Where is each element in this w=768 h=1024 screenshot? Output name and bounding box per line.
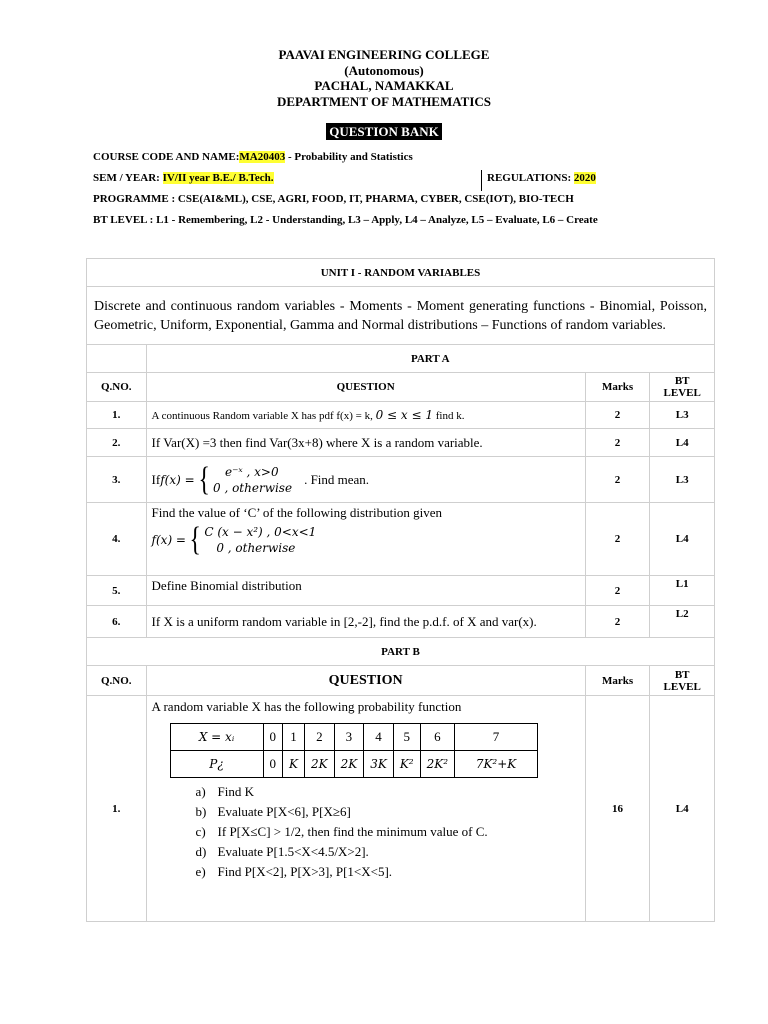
marks-header: Marks xyxy=(585,666,650,696)
course-name: - Probability and Statistics xyxy=(285,151,413,163)
college-header xyxy=(0,47,768,109)
sem-line: SEM / YEAR: IV/II year B.E./ B.Tech. xyxy=(93,172,274,184)
question-text: A continuous Random variable X has pdf f(x) = k, 0 ≤ x ≤ 1 find k. xyxy=(146,402,585,429)
divider xyxy=(481,170,482,191)
college-name: PAAVAI ENGINEERING COLLEGE xyxy=(278,47,490,62)
table-row: P¿ 0 K 2K 2K 3K K² 2K² 7K²+K xyxy=(170,751,538,778)
list-item: c) If P[X≤C] > 1/2, then find the minimum value of C. xyxy=(195,824,488,839)
table-row: 4. Find the value of ‘C’ of the following distribution given f(x) = { C (x − x²) , 0<x<1 0 , otherwise 2 L4 xyxy=(87,503,715,576)
programme-line: PROGRAMME : CSE(AI&ML), CSE, AGRI, FOOD, IT, PHARMA, CYBER, CSE(IOT), BIO-TECH xyxy=(93,193,574,205)
probability-table xyxy=(170,723,539,778)
question-text: A random variable X has the following probability function X = xᵢ 0 1 2 3 4 5 6 7 P¿ 0 K 2K 2K 3K K² 2K² 7K²+K a) Find K b) Evaluate P[X<6], P[X≥6] c) If P[X≤C] > 1/2, then find the minimum value of C. d) Evaluate P[1.5<X<4.5/X>2]. e) Find P[X<2], P[X>3], P[1<X<5]. xyxy=(146,696,585,922)
list-item: e) Find P[X<2], P[X>3], P[1<X<5]. xyxy=(195,864,393,879)
bt-header: BT LEVEL xyxy=(650,373,715,402)
list-item: b) Evaluate P[X<6], P[X≥6] xyxy=(195,804,351,819)
part-b-header-row xyxy=(87,666,715,696)
list-item: d) Evaluate P[1.5<X<4.5/X>2]. xyxy=(195,844,369,859)
part-b-title-row xyxy=(87,638,715,666)
qno-header: Q.NO. xyxy=(87,666,147,696)
qno-header: Q.NO. xyxy=(87,373,147,402)
unit-description: Discrete and continuous random variables - Moments - Moment generating functions - Binomial, Poisson, Geometric, Uniform, Exponential, Gamma and Normal distributions – Functions of random variables. xyxy=(87,287,715,345)
unit-description-row xyxy=(87,287,715,345)
table-row: 3. If f(x) = { e⁻ˣ , x>0 0 , otherwise . Find mean. 2 L3 xyxy=(87,457,715,503)
question-bank-badge: QUESTION BANK xyxy=(326,123,441,140)
question-text: Define Binomial distribution xyxy=(146,576,585,606)
unit-title-row xyxy=(87,259,715,287)
sub-question-list xyxy=(196,782,580,882)
sem-value: IV/II year B.E./ B.Tech. xyxy=(162,172,274,184)
question-text: Find the value of ‘C’ of the following distribution given f(x) = { C (x − x²) , 0<x<1 0 , otherwise xyxy=(146,503,585,576)
college-location: PACHAL, NAMAKKAL xyxy=(314,78,454,93)
question-text: If X is a uniform random variable in [2,-2], find the p.d.f. of X and var(x). xyxy=(146,606,585,638)
bt-header: BT LEVEL xyxy=(650,666,715,696)
part-a-header-row xyxy=(87,373,715,402)
question-table xyxy=(86,258,715,922)
table-row: 1. A random variable X has the following probability function X = xᵢ 0 1 2 3 4 5 6 7 P¿ 0 K 2K 2K 3K K² 2K² 7K²+K a) Find K b) Evaluate P[X<6], P[X≥6] c) If P[X≤C] > 1/2, then find the minimum value of C. d) Evaluate P[1.5<X<4.5/X>2]. e) Find P[X<2], P[X>3], P[1<X<5]. 16 L4 xyxy=(87,696,715,922)
college-autonomous: (Autonomous) xyxy=(344,62,424,78)
course-line: COURSE CODE AND NAME:MA20403 - Probability and Statistics xyxy=(93,151,413,163)
question-header: QUESTION xyxy=(146,373,585,402)
table-row: 2. If Var(X) =3 then find Var(3x+8) where X is a random variable. 2 L4 xyxy=(87,429,715,457)
course-code: MA20403 xyxy=(239,151,286,163)
question-text: If f(x) = { e⁻ˣ , x>0 0 , otherwise . Find mean. xyxy=(146,457,585,503)
table-row: 5. Define Binomial distribution 2 L1 xyxy=(87,576,715,606)
question-text: If Var(X) =3 then find Var(3x+8) where X is a random variable. xyxy=(146,429,585,457)
part-a-title: PART A xyxy=(146,345,714,373)
list-item: a) Find K xyxy=(195,784,255,799)
question-header: QUESTION xyxy=(146,666,585,696)
table-row: 6. If X is a uniform random variable in [2,-2], find the p.d.f. of X and var(x). 2 L2 xyxy=(87,606,715,638)
regulations-value: 2020 xyxy=(573,172,596,184)
department-name: DEPARTMENT OF MATHEMATICS xyxy=(276,93,492,109)
bt-level-line: BT LEVEL : L1 - Remembering, L2 - Understanding, L3 – Apply, L4 – Analyze, L5 – Evaluate, L6 – Create xyxy=(93,214,598,226)
regulations-line: REGULATIONS: 2020 xyxy=(487,172,596,184)
table-row: X = xᵢ 0 1 2 3 4 5 6 7 xyxy=(170,724,538,751)
table-row: 1. A continuous Random variable X has pdf f(x) = k, 0 ≤ x ≤ 1 find k. 2 L3 xyxy=(87,402,715,429)
part-b-title: PART B xyxy=(87,638,715,666)
part-a-title-row xyxy=(87,345,715,373)
marks-header: Marks xyxy=(585,373,650,402)
unit-title: UNIT I - RANDOM VARIABLES xyxy=(87,259,715,287)
